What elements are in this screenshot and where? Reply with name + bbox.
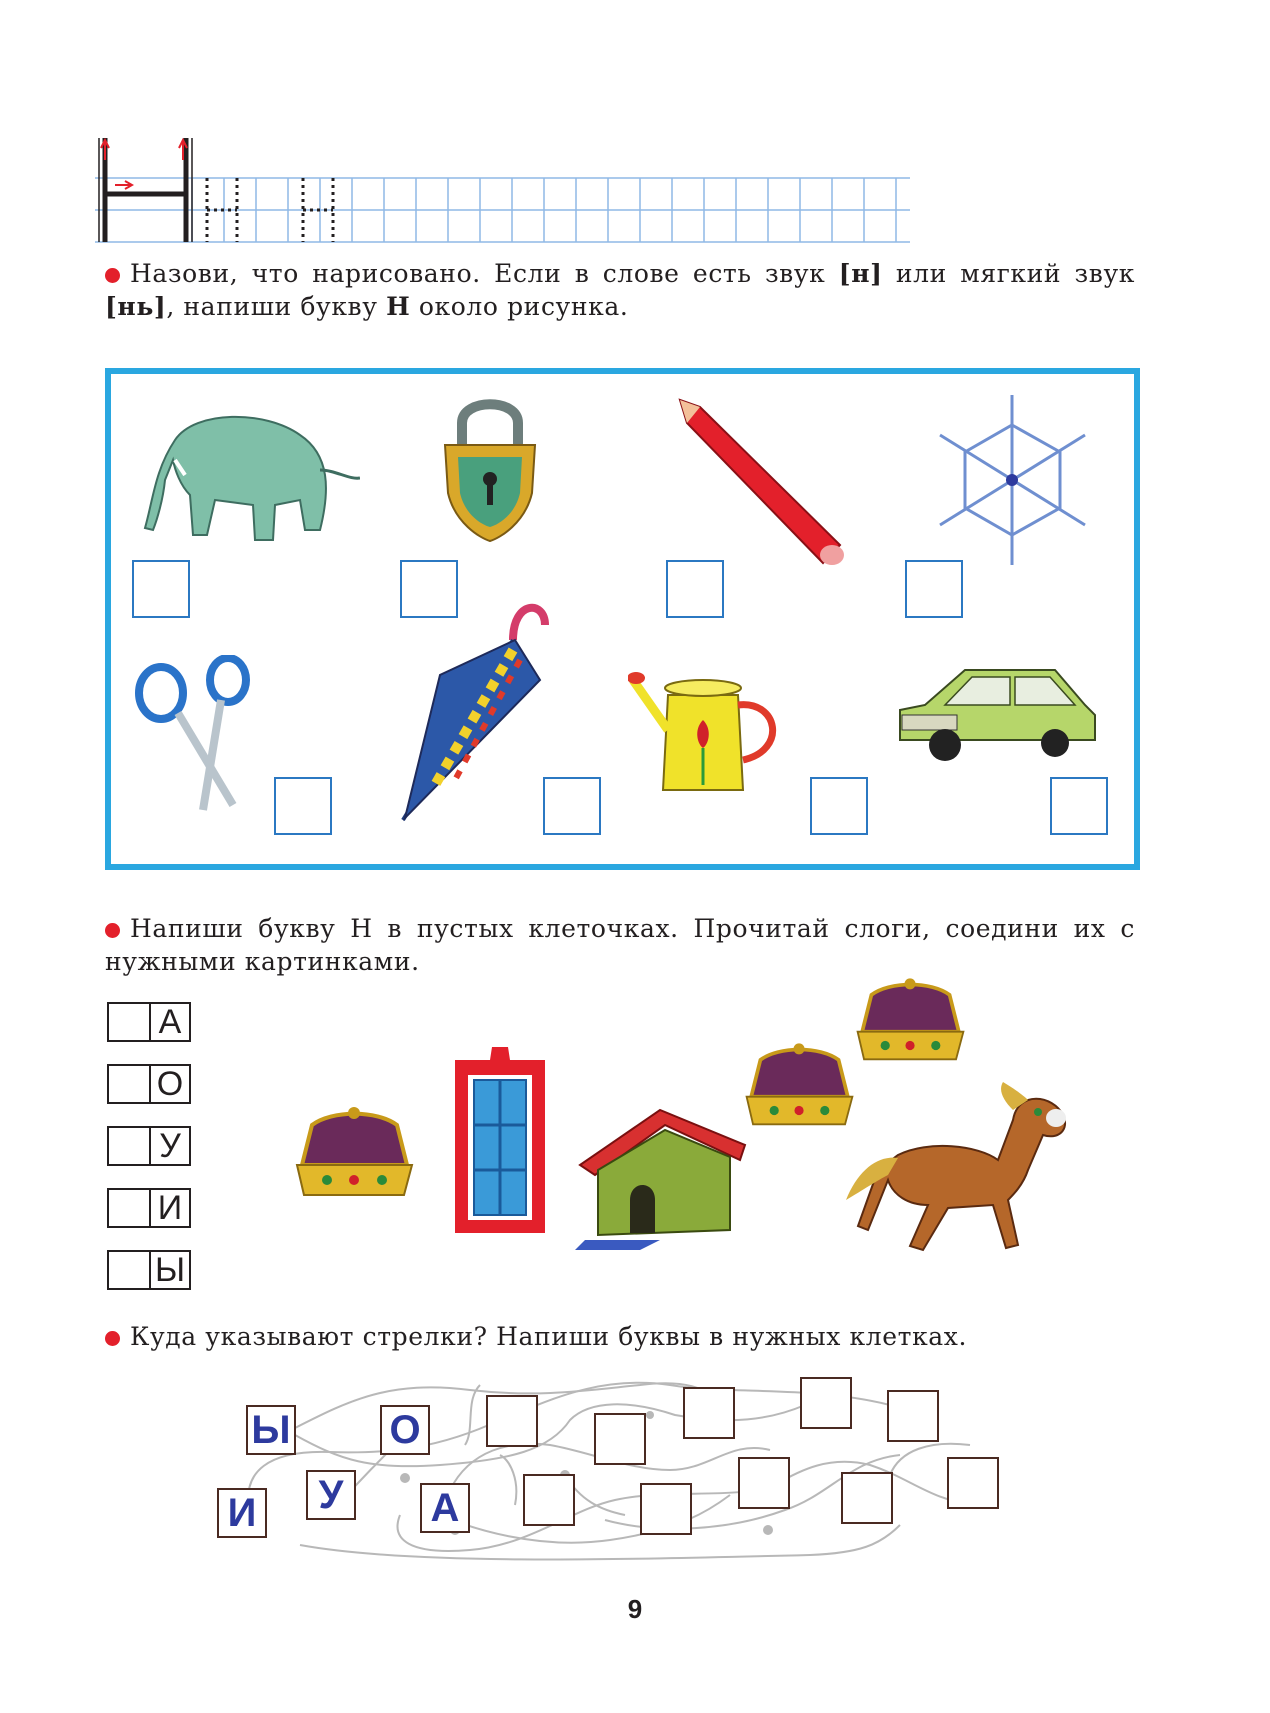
answer-box-snowflake[interactable] [905,560,963,618]
bullet-icon [105,1331,120,1346]
pencil-icon [675,395,845,570]
maze-answer-box[interactable] [594,1413,646,1465]
maze-answer-box[interactable] [800,1377,852,1429]
scissors-icon [133,655,258,815]
syllable-letter: Ы [149,1250,191,1290]
answer-box-elephant[interactable] [132,560,190,618]
car-icon [890,655,1100,765]
maze-answer-box[interactable] [738,1457,790,1509]
maze-answer-box[interactable] [947,1457,999,1509]
task2-instruction: Напиши букву Н в пустых клеточках. Прочитай слоги, соедини их с нужными картинками. [105,914,1135,976]
syllable-empty-cell[interactable] [107,1064,151,1104]
crown-icon [853,975,968,1070]
syllable-empty-cell[interactable] [107,1002,151,1042]
answer-box-watering-can[interactable] [810,777,868,835]
syllable-letter: У [149,1126,191,1166]
maze-answer-box[interactable] [887,1390,939,1442]
umbrella-icon [395,580,555,825]
maze-answer-box[interactable] [640,1483,692,1535]
window-icon [450,1035,550,1235]
syllable-letter: О [149,1064,191,1104]
maze-letter-y: Ы [246,1405,296,1455]
elephant-icon [135,400,360,550]
bullet-icon [105,923,120,938]
page-number: 9 [627,1594,643,1624]
task1-instruction: Назови, что нарисовано. Если в слове есть звук [н] или мягкий звук [нь], напиши букву Н около рисунка. [105,259,1135,321]
answer-box-car[interactable] [1050,777,1108,835]
maze-answer-box[interactable] [841,1472,893,1524]
doghouse-icon [570,1105,755,1250]
maze-letter-o: О [380,1405,430,1455]
horse-icon [838,1070,1073,1270]
syllable-empty-cell[interactable] [107,1126,151,1166]
syllable-letter: И [149,1188,191,1228]
answer-box-umbrella[interactable] [543,777,601,835]
answer-box-pencil[interactable] [666,560,724,618]
maze-answer-box[interactable] [486,1395,538,1447]
padlock-icon [440,393,540,543]
bullet-icon [105,268,120,283]
snowflake-icon [925,390,1100,570]
maze-letter-a: А [420,1483,470,1533]
maze-answer-box[interactable] [683,1387,735,1439]
maze-letter-i: И [217,1488,267,1538]
answer-box-scissors[interactable] [274,777,332,835]
crown-icon [292,1105,417,1205]
copybook-grid [95,130,915,245]
maze-letter-u: У [306,1470,356,1520]
syllable-empty-cell[interactable] [107,1188,151,1228]
maze-answer-box[interactable] [523,1474,575,1526]
task3-instruction: Куда указывают стрелки? Напиши буквы в нужных клетках. [105,1320,1135,1353]
syllable-empty-cell[interactable] [107,1250,151,1290]
syllable-letter: А [149,1002,191,1042]
watering-can-icon [628,660,788,800]
